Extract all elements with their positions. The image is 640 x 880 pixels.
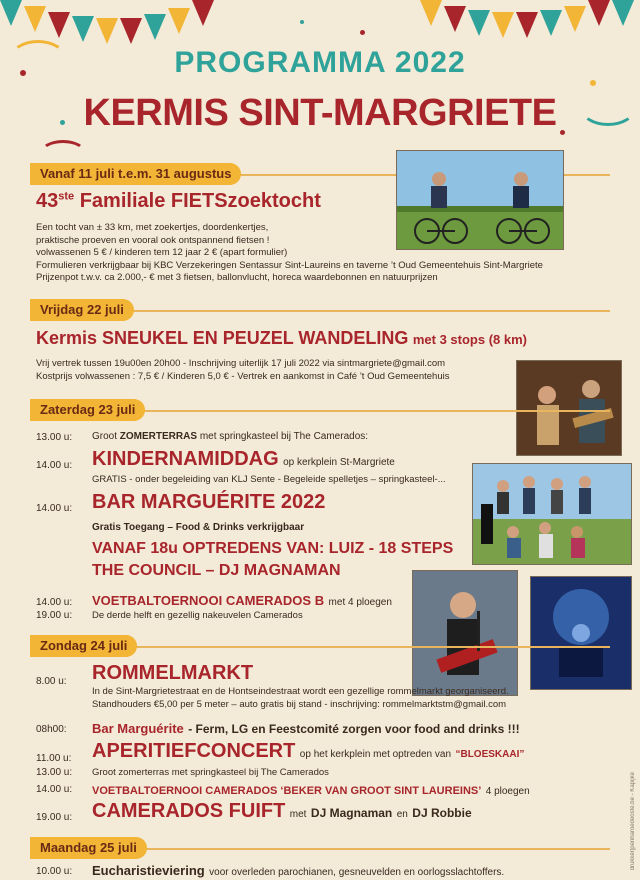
programme-subtitle: PROGRAMMA 2022	[174, 46, 466, 79]
event-name: CAMERADOS FUIFT	[92, 800, 286, 822]
photo-band-group	[472, 463, 632, 565]
event-suffix: - Ferm, LG en Feestcomité zorgen voor food and drinks !!!	[188, 722, 520, 736]
event-connector: met	[289, 809, 307, 820]
event-suffix: met 4 ploegen	[328, 597, 392, 608]
detail-line: praktische proeven en vooral ook ontspannend fietsen !	[36, 234, 270, 246]
section-banner-zaterdag: Zaterdag 23 juli	[30, 399, 145, 421]
event-name: VOETBALTOERNOOI CAMERADOS B	[92, 593, 325, 608]
event-name: VOETBALTOERNOOI CAMERADOS ‘BEKER VAN GROOT SINT LAUREINS’	[92, 785, 482, 797]
time-label: 14.00 u:	[36, 503, 73, 514]
printer-credit: drukker|penharoedeoste.be - Kapijke	[630, 771, 636, 870]
event-connector: en	[396, 809, 408, 820]
section-banner-fietszoektocht: Vanaf 11 juli t.e.m. 31 augustus	[30, 163, 241, 185]
event-title-wandeling	[36, 328, 527, 349]
section-banner-zondag: Zondag 24 juli	[30, 635, 137, 657]
time-label: 13.00 u:	[36, 767, 73, 778]
event-name-rommelmarkt: ROMMELMARKT	[92, 662, 254, 684]
time-label: 14.00 u:	[36, 784, 73, 795]
time-label: 10.00 u:	[36, 866, 73, 877]
event-voetbaltoernooi-beker	[92, 781, 530, 799]
event-suffix: 4 ploegen	[485, 786, 530, 797]
photo-guitarist	[412, 570, 518, 696]
event-suffix: met springkasteel bij The Camerados:	[199, 431, 369, 442]
event-name: Familiale FIETSzoektocht	[79, 190, 321, 212]
event-title-fietszoektocht	[36, 190, 321, 213]
event-zomerterras	[92, 431, 368, 442]
photo-dj	[530, 576, 632, 690]
photo-cyclists	[396, 150, 564, 250]
detail-line: Een tocht van ± 33 km, met zoekertjes, doordenkertjes,	[36, 222, 269, 233]
time-label: 13.00 u:	[36, 432, 73, 443]
event-voetbaltoernooi-b	[92, 592, 392, 610]
performer-name: “BLOESKAAI”	[455, 749, 525, 760]
performers-line-1: VANAF 18u OPTREDENS VAN: LUIZ - 18 STEPS	[92, 540, 454, 557]
event-suffix: met 3 stops (8 km)	[412, 332, 528, 347]
event-name: KINDERNAMIDDAG	[92, 448, 279, 470]
time-label: 14.00 u:	[36, 597, 73, 608]
detail-line: Standhouders €5,00 per 5 meter – auto gratis bij stand - inschrijving: rommelmarktstm@gmail.com	[92, 698, 507, 710]
time-label: 19.00 u:	[36, 610, 73, 621]
detail-line: Formulieren verkrijgbaar bij KBC Verzekeringen Sentassur Sint-Laureins en taverne ’t Oud Gemeentehuis Sint-Margriete	[36, 259, 543, 271]
event-ordinal: 43	[36, 190, 59, 212]
performers-line-2: THE COUNCIL – DJ MAGNAMAN	[92, 562, 341, 579]
section-banner-maandag: Maandag 25 juli	[30, 837, 147, 859]
page-title: KERMIS SINT-MARGRIETE	[83, 92, 557, 134]
detail-line: volwassenen 5 € / kinderen tem 12 jaar 2 € (apart formulier)	[36, 247, 288, 258]
detail-line: Kostprijs volwassenen : 7,5 € / Kinderen 5,0 € - Vertrek en aankomst in Café ’t Oud Gemeentehuis	[36, 370, 450, 382]
event-details-wandeling	[36, 358, 506, 383]
event-camerados-fuift	[92, 800, 472, 823]
event-name: Eucharistieviering	[92, 863, 205, 878]
event-ordinal-suffix: ste	[58, 190, 75, 203]
event-name: ZOMERTERRAS	[119, 431, 198, 442]
detail-line: Gratis Toegang – Food & Drinks verkrijgbaar	[92, 522, 305, 533]
event-name-bar-marguerite: BAR MARGUÉRITE 2022	[92, 491, 326, 513]
event-suffix: op kerkplein St-Margriete	[283, 457, 395, 468]
detail-line: De derde helft en gezellig nakeuvelen Camerados	[92, 610, 303, 621]
section-banner-vrijdag: Vrijdag 22 juli	[30, 299, 134, 321]
time-label: 14.00 u:	[36, 460, 73, 471]
photo-duo-singers	[516, 360, 622, 456]
event-name: Kermis SNEUKEL EN PEUZEL WANDELING	[36, 328, 409, 348]
time-label: 08h00:	[36, 724, 67, 735]
event-kindernamiddag	[92, 448, 395, 471]
event-name: Bar Marguérite	[92, 721, 184, 736]
event-prefix: Groot	[92, 431, 118, 442]
event-bar-marguerite-sunday	[92, 720, 520, 738]
detail-line: Groot zomerterras met springkasteel bij The Camerados	[92, 767, 329, 778]
event-details-rommelmarkt	[92, 686, 592, 711]
event-suffix: voor overleden parochianen, gesneuvelden en oorlogsslachtoffers.	[209, 867, 505, 878]
detail-line: Prijzenpot t.w.v. ca 2.000,- € met 3 fietsen, ballonvlucht, horeca waardebonnen en natuurprijzen	[36, 272, 438, 283]
event-eucharistieviering	[92, 862, 504, 880]
time-label: 8.00 u:	[36, 676, 67, 687]
event-aperitiefconcert	[92, 740, 524, 763]
detail-line: GRATIS - onder begeleiding van KLJ Sente - Begeleide spelletjes – springkasteel-...	[92, 474, 446, 485]
detail-line: Vrij vertrek tussen 19u00en 20h00 - Inschrijving uiterlijk 17 juli 2022 via sintmargriete@gmail.com	[36, 358, 446, 369]
dj-name: DJ Robbie	[412, 806, 472, 820]
event-name: APERITIEFCONCERT	[92, 740, 296, 762]
time-label: 19.00 u:	[36, 812, 73, 823]
time-label: 11.00 u:	[36, 753, 72, 764]
dj-name: DJ Magnaman	[310, 806, 393, 820]
detail-line: In de Sint-Margrietestraat en de Hontseindestraat wordt een gezellige rommelmarkt georganiseerd.	[92, 686, 509, 697]
event-suffix: op het kerkplein met optreden van	[299, 749, 452, 760]
